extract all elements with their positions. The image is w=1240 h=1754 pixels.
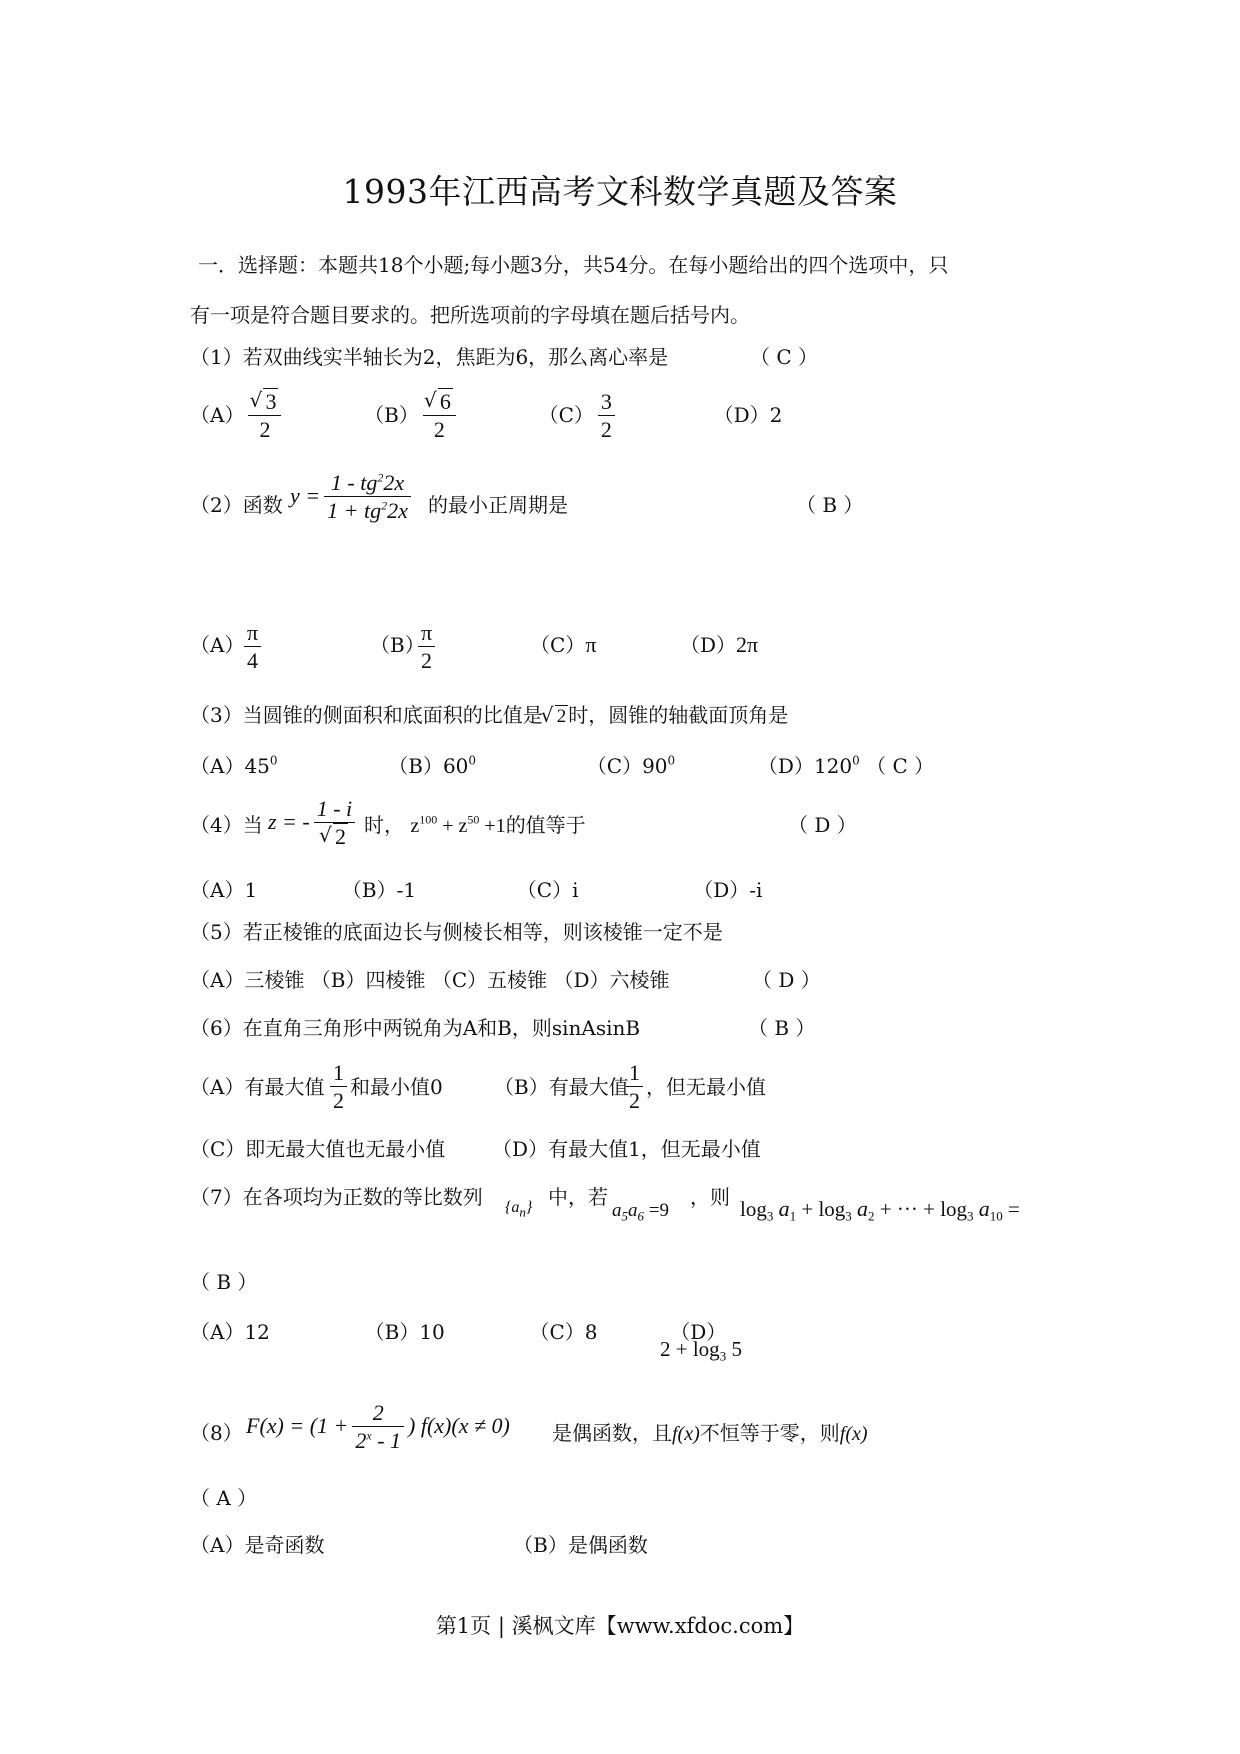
question-7-sequence: $\{a_n\}$: [505, 1199, 533, 1220]
option-c: （C）8: [529, 1320, 598, 1344]
option-b: （B）: [364, 403, 419, 427]
option-a: （A）1: [190, 878, 258, 902]
question-1-options: [190, 389, 782, 444]
question-3-options: [190, 751, 934, 781]
option-d: （D）2: [713, 403, 783, 427]
option-a: （A）有最大值: [190, 1075, 325, 1099]
fraction: $\frac{3}{2}$: [598, 389, 615, 444]
question-4-answer: （ D ）: [788, 813, 857, 837]
question-8-formula: F(x) = (1 + $\frac{2}{2^x - 1}$ ) f(x)(x ≠ 0): [246, 1400, 510, 1453]
page-footer: 第1页 | 溪枫文库【www.xfdoc.com】: [435, 1614, 805, 1638]
question-3-answer: （ C ）: [866, 754, 935, 778]
option-b: （B）10: [364, 1320, 445, 1344]
fraction: $\frac{\pi}{4}$: [244, 620, 261, 675]
page-title: 1993年江西高考文科数学真题及答案: [342, 172, 898, 211]
question-5-options: （A）三棱锥 （B）四棱锥 （C）五棱锥 （D）六棱锥: [190, 968, 670, 992]
question-4-mid: 时， $z^{100} + z^{50} +1$的值等于: [364, 812, 586, 837]
option-c: （C）: [538, 403, 594, 427]
question-7-answer: （ B ）: [190, 1270, 258, 1294]
option-c: （C）i: [516, 878, 579, 902]
option-c: （C）π: [530, 632, 597, 657]
fraction: $\frac{1}{2}$: [626, 1060, 643, 1115]
section-intro-line2: 有一项是符合题目要求的。把所选项前的字母填在题后括号内。: [190, 303, 750, 327]
question-7-option-d-value: $2 + \log_3 5$: [660, 1337, 742, 1364]
option-a: （A）是奇函数: [190, 1533, 325, 1557]
option-d: （D）2π: [680, 632, 759, 657]
option-d: （D）有最大值1，但无最小值: [492, 1137, 761, 1161]
question-6-options-ab: [190, 1072, 324, 1102]
option-b: （B）: [370, 633, 425, 657]
option-a: （A）: [190, 403, 245, 427]
exam-page: 1993年江西高考文科数学真题及答案 一．选择题：本题共18个小题;每小题3分，共54分。在每小题给出的四个选项中，只 有一项是符合题目要求的。把所选项前的字母填在题后括号内。 （1）若双曲线实半轴长为2，焦距为6，那么离心率是 （ C ） （A） √ $\frac{3}{2}$ （B） √ $\frac{6}{2}$ （C） $\frac{3}{2}$ （D）2 （2）函数 y = $\frac{1 - tg^22x}{1 + tg^22x}$ 的最小正周期是 （ B ） （A） $\frac{\pi}{4}$ （B） $\frac{\pi}{2}$ （C）π （D）2π （3）当圆锥的侧面积和底面积的比值是√ 2 时，圆锥的轴截面顶角是 $(A)45^0$ $(B)60^0$ $(C)90^0$ $(D)120^0$ （ C ） （4）当 z = - 1 - i √ 2 时， $z^{100} + z^{50} +1$的值等于 （ D ） （A）1 （B）-1 （C）i （D）-i （5）若正棱锥的底面边长与侧棱长相等，则该棱锥一定不是 （A）三棱锥 （B）四棱锥 （C）五棱锥 （D）六棱锥 （ D ） （6）在直角三角形中两锐角为A和B，则sinAsinB （ B ） （A）有最大值 $\frac{1}{2}$ 和最小值0 （B）有最大值 $\frac{1}{2}$ ，但无最小值 （C）即无最大值也无最小值 （D）有最大值1，但无最小值 （7）在各项均为正数的等比数列 $\{a_n\}$ 中，若 $a_5a_6 =9$ ，则 $\log_3 a_1 + \log_3 a_2$ + ··· + $\log_3 a_{10}$ = （ B ） （A）12 （B）10 （C）8 （D） $2 + \log_3 5$ （8） F(x) = (1 + $\frac{2}{2^x - 1}$ ) f(x)(x ≠ 0) 是偶函数，且f(x)不恒等于零，则f(x) （ A ） （A）是奇函数 （B）是偶函数 第1页 | 溪枫文库【www.xfdoc.com】: [0, 0, 1240, 1754]
question-2-suffix: 的最小正周期是: [428, 493, 568, 517]
section-intro-line1: 一．选择题：本题共18个小题;每小题3分，共54分。在每小题给出的四个选项中，只: [198, 253, 949, 277]
question-4-formula: z = - 1 - i √ 2: [268, 796, 359, 851]
question-7-options: [190, 1317, 726, 1347]
question-2-options: [190, 630, 244, 660]
question-4-options: [190, 875, 762, 905]
question-7-expression: $\log_3 a_1 + \log_3 a_2$ + ··· + $\log_3 a_{10}$ =: [740, 1196, 1020, 1224]
question-1-stem: （1）若双曲线实半轴长为2，焦距为6，那么离心率是: [190, 345, 669, 369]
fraction: 1 - i √ 2: [314, 796, 355, 851]
question-8-answer: （ A ）: [190, 1486, 258, 1510]
question-8-mid: 是偶函数，且f(x)不恒等于零，则f(x): [552, 1421, 868, 1445]
fraction: √ $\frac{6}{2}$: [423, 389, 456, 444]
question-3-stem: （3）当圆锥的侧面积和底面积的比值是√ 2 时，圆锥的轴截面顶角是: [190, 700, 788, 732]
question-2-stem: （2）函数: [190, 493, 283, 517]
fraction: $\frac{1}{2}$: [330, 1060, 347, 1115]
question-6-options-cd: [190, 1134, 761, 1164]
question-6-stem: （6）在直角三角形中两锐角为A和B，则sinAsinB: [190, 1016, 641, 1040]
question-8-options: [190, 1530, 648, 1560]
question-1-answer: （ C ）: [750, 345, 819, 369]
option-d: $(D)120^0$: [757, 753, 860, 778]
question-4-stem: （4）当: [190, 813, 263, 837]
option-b: （B）有最大值: [494, 1075, 629, 1099]
question-7-stem: （7）在各项均为正数的等比数列: [190, 1185, 483, 1209]
question-7-condition: $a_5a_6 =9$: [612, 1200, 669, 1224]
question-2-answer: （ B ）: [796, 493, 864, 517]
option-b: $(B)60^0$: [388, 753, 477, 778]
fraction: $\frac{\pi}{2}$: [418, 620, 435, 675]
option-a: $(A)45^0$: [190, 753, 278, 778]
question-6-answer: （ B ）: [748, 1016, 816, 1040]
option-c: $(C)90^0$: [586, 753, 676, 778]
option-b: （B）是偶函数: [513, 1533, 648, 1557]
question-8-stem: （8）: [190, 1421, 243, 1445]
fraction: $\frac{1 - tg^22x}{1 + tg^22x}$: [324, 470, 411, 525]
question-2-formula: y = $\frac{1 - tg^22x}{1 + tg^22x}$: [290, 470, 415, 525]
option-a: （A）12: [190, 1320, 270, 1344]
fraction: √ $\frac{3}{2}$: [248, 389, 281, 444]
option-c: （C）即无最大值也无最小值: [190, 1137, 446, 1161]
question-5-stem: （5）若正棱锥的底面边长与侧棱长相等，则该棱锥一定不是: [190, 920, 723, 944]
fraction: $\frac{2}{2^x - 1}$: [352, 1400, 404, 1455]
question-5-answer: （ D ）: [752, 968, 821, 992]
option-d: （D）: [670, 1320, 727, 1344]
option-b: （B）-1: [341, 878, 417, 902]
option-d: （D）-i: [693, 878, 763, 902]
option-a: （A）: [190, 633, 245, 657]
